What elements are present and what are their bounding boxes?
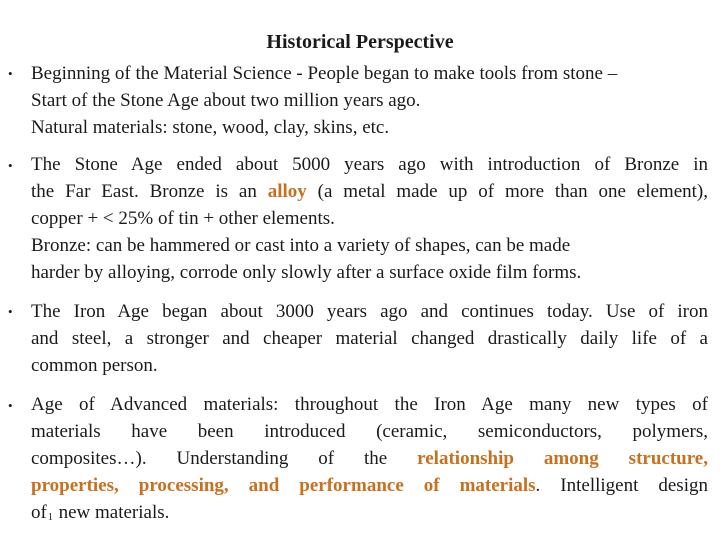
bullet-icon: • [8, 66, 13, 81]
highlight-relationship: relationship among structure, [417, 448, 708, 469]
paragraph-material-science [31, 60, 708, 141]
slide-title: Historical Perspective [266, 31, 454, 53]
text-line: copper + < 25% of tin + other elements. [31, 208, 335, 229]
text-line: Start of the Stone Age about two million years ago. [31, 90, 421, 111]
page-number: 1 [47, 512, 53, 523]
paragraph-advanced-materials [31, 391, 708, 529]
paragraph-iron-age [31, 298, 708, 379]
text-line: Age of Advanced materials: throughout the Iron Age many new types of [31, 394, 708, 415]
highlight-properties: properties, processing, and performance of materials [31, 475, 536, 496]
text-line: harder by alloying, corrode only slowly after a surface oxide film forms. [31, 262, 582, 283]
highlight-alloy: alloy [267, 181, 307, 202]
text-line: of1 new materials. [31, 502, 170, 523]
text-line: The Stone Age ended about 5000 years ago with introduction of Bronze in [31, 154, 708, 175]
bullet-icon: • [8, 398, 13, 413]
bullet-icon: • [8, 304, 13, 319]
text-line: The Iron Age began about 3000 years ago and continues today. Use of iron [31, 301, 708, 322]
paragraph-stone-age [31, 151, 708, 286]
bullet-icon: • [8, 158, 13, 173]
text-line: and steel, a stronger and cheaper material changed drastically daily life of a [31, 328, 708, 349]
text-line: the Far East. Bronze is an alloy (a metal made up of more than one element), [31, 181, 708, 202]
text-line: common person. [31, 355, 158, 376]
text-line: properties, processing, and performance of materials. Intelligent design [31, 475, 708, 496]
text-line: Natural materials: stone, wood, clay, skins, etc. [31, 117, 390, 138]
text-line: Beginning of the Material Science - People began to make tools from stone – [31, 63, 618, 84]
text-line: Bronze: can be hammered or cast into a variety of shapes, can be made [31, 235, 571, 256]
text-line: composites…). Understanding of the relationship among structure, [31, 448, 708, 469]
text-line: materials have been introduced (ceramic, semiconductors, polymers, [31, 421, 708, 442]
